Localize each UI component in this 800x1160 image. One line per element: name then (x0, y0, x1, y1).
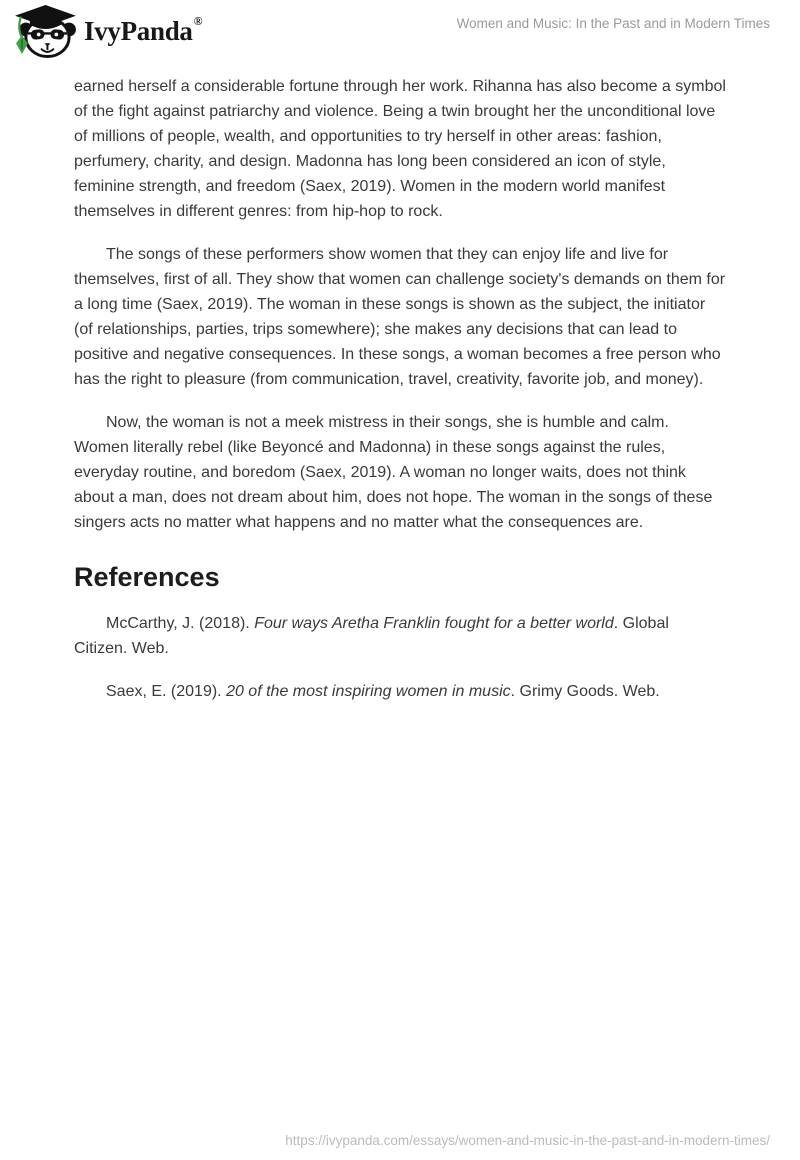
document-title: Women and Music: In the Past and in Modern Times (456, 16, 770, 31)
essay-paragraph: earned herself a considerable fortune through her work. Rihanna has also become a symbol of the fight against patriarchy and violence. Being a twin brought her the unconditional love of millions of people, wealth, and opportunities to try herself in other areas: fashion, perfumery, charity, and design. Madonna has long been considered an icon of style, feminine strength, and freedom (Saex, 2019). Women in the modern world manifest themselves in different genres: from hip-hop to rock. (74, 78, 726, 220)
essay-paragraph: The songs of these performers show women that they can enjoy life and live for themselves, first of all. They show that women can challenge society's demands on them for a long time (Saex, 2019). The woman in these songs is shown as the subject, the initiator (of relationships, parties, trips somewhere); she makes any decisions that can lead to positive and negative consequences. In these songs, a woman becomes a free person who has the right to pleasure (from communication, travel, creativity, favorite job, and money). (74, 246, 726, 388)
header (0, 0, 800, 58)
reference-author-year: McCarthy, J. (2018). (106, 615, 255, 632)
ivypanda-logo-icon (14, 5, 77, 58)
reference-item (74, 611, 726, 661)
source-url: https://ivypanda.com/essays/women-and-music-in-the-past-and-in-modern-times/ (285, 1133, 770, 1148)
registered-trademark-symbol: ® (193, 14, 203, 28)
reference-publisher: . Global Citizen. Web. (74, 615, 669, 657)
brand (14, 5, 203, 58)
references-heading: References (74, 562, 220, 592)
reference-author-year: Saex, E. (2019). (106, 683, 227, 700)
reference-work-title: 20 of the most inspiring women in music (226, 683, 511, 700)
essay-paragraph: Now, the woman is not a meek mistress in their songs, she is humble and calm. Women literally rebel (like Beyoncé and Madonna) in these songs against the rules, everyday routine, and boredom (Saex, 2019). A woman no longer waits, does not think about a man, does not dream about him, does not hope. The woman in the songs of these singers acts no matter what happens and no matter what the consequences are. (74, 414, 713, 531)
brand-name: IvyPanda (84, 16, 193, 46)
reference-publisher: . Grimy Goods. Web. (510, 683, 660, 700)
reference-work-title: Four ways Aretha Franklin fought for a better world (254, 615, 614, 632)
reference-item (74, 679, 726, 704)
footer (285, 1132, 770, 1150)
essay-content (74, 74, 726, 704)
